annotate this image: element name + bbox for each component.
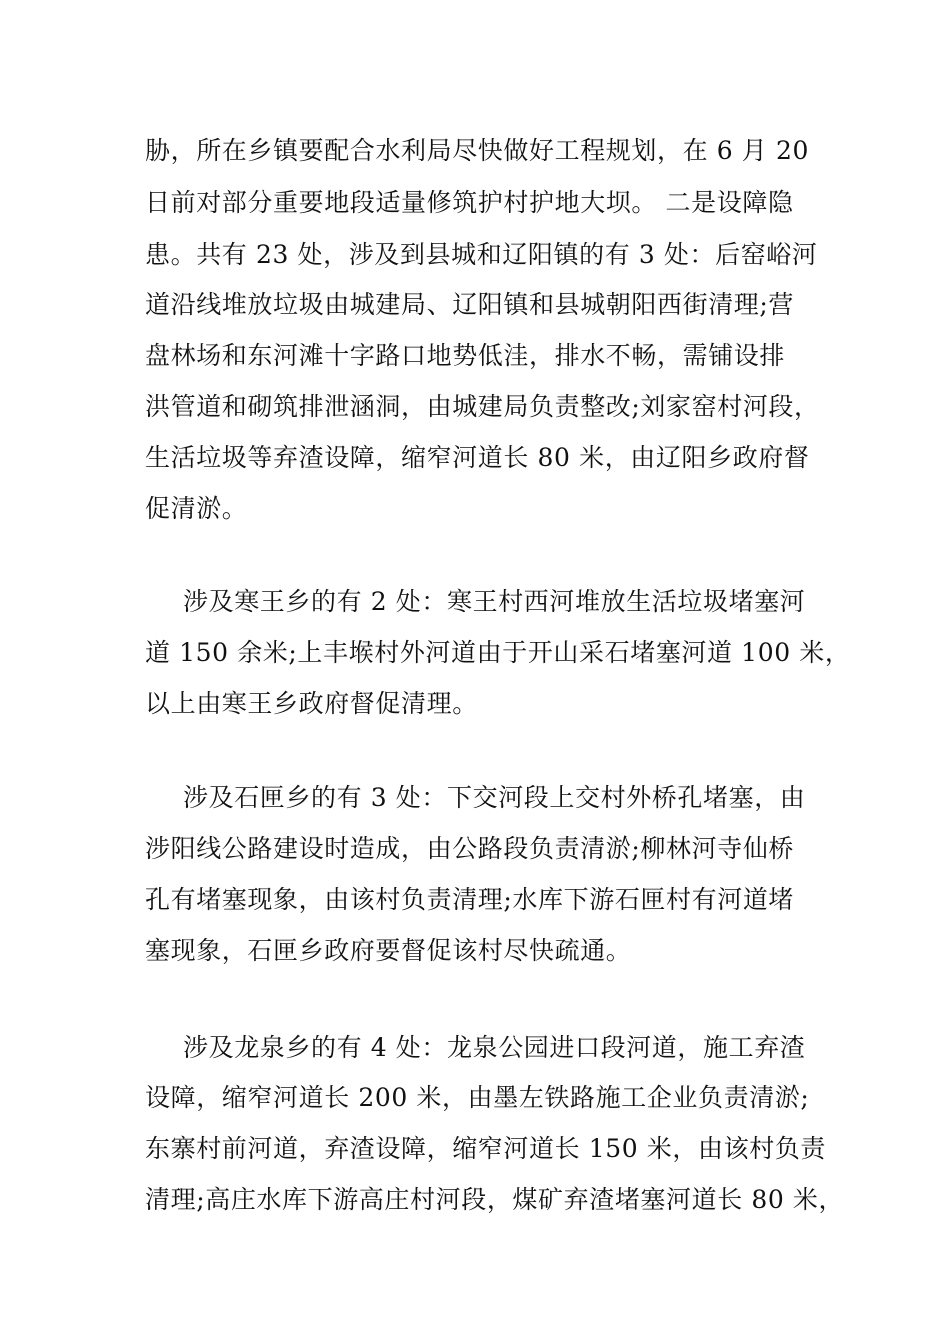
text-line: 清理;高庄水库下游高庄村河段，煤矿弃渣堵塞河道长 80 米， bbox=[145, 1185, 845, 1214]
text-line: 道沿线堆放垃圾由城建局、辽阳镇和县城朝阳西街清理;营 bbox=[145, 290, 795, 319]
text-line: 设障，缩窄河道长 200 米，由墨左铁路施工企业负责清淤; bbox=[145, 1083, 810, 1112]
text-line: 塞现象，石匣乡政府要督促该村尽快疏通。 bbox=[145, 936, 632, 965]
text-line: 胁，所在乡镇要配合水利局尽快做好工程规划，在 6 月 20 bbox=[145, 136, 809, 165]
text-line: 东寨村前河道，弃渣设障，缩窄河道长 150 米，由该村负责 bbox=[145, 1134, 827, 1163]
text-line: 涉及石匣乡的有 3 处：下交河段上交村外桥孔堵塞，由 bbox=[183, 783, 806, 812]
text-line: 涉及龙泉乡的有 4 处：龙泉公园进口段河道，施工弃渣 bbox=[183, 1033, 806, 1062]
text-line: 涉及寒王乡的有 2 处：寒王村西河堆放生活垃圾堵塞河 bbox=[183, 587, 806, 616]
text-line: 道 150 余米;上丰堠村外河道由于开山采石堵塞河道 100 米， bbox=[145, 638, 851, 667]
text-line: 日前对部分重要地段适量修筑护村护地大坝。 二是设障隐 bbox=[145, 188, 794, 217]
text-line: 洪管道和砌筑排泄涵洞，由城建局负责整改;刘家窑村河段， bbox=[145, 392, 820, 421]
text-line: 促清淤。 bbox=[145, 494, 248, 523]
text-line: 以上由寒王乡政府督促清理。 bbox=[145, 689, 478, 718]
text-line: 孔有堵塞现象，由该村负责清理;水库下游石匣村有河道堵 bbox=[145, 885, 795, 914]
text-line: 患。共有 23 处，涉及到县城和辽阳镇的有 3 处：后窑峪河 bbox=[145, 240, 818, 269]
text-line: 涉阳线公路建设时造成，由公路段负责清淤;柳林河寺仙桥 bbox=[145, 834, 795, 863]
text-line: 生活垃圾等弃渣设障，缩窄河道长 80 米，由辽阳乡政府督 bbox=[145, 443, 810, 472]
text-line: 盘林场和东河滩十字路口地势低洼，排水不畅，需铺设排 bbox=[145, 341, 786, 370]
